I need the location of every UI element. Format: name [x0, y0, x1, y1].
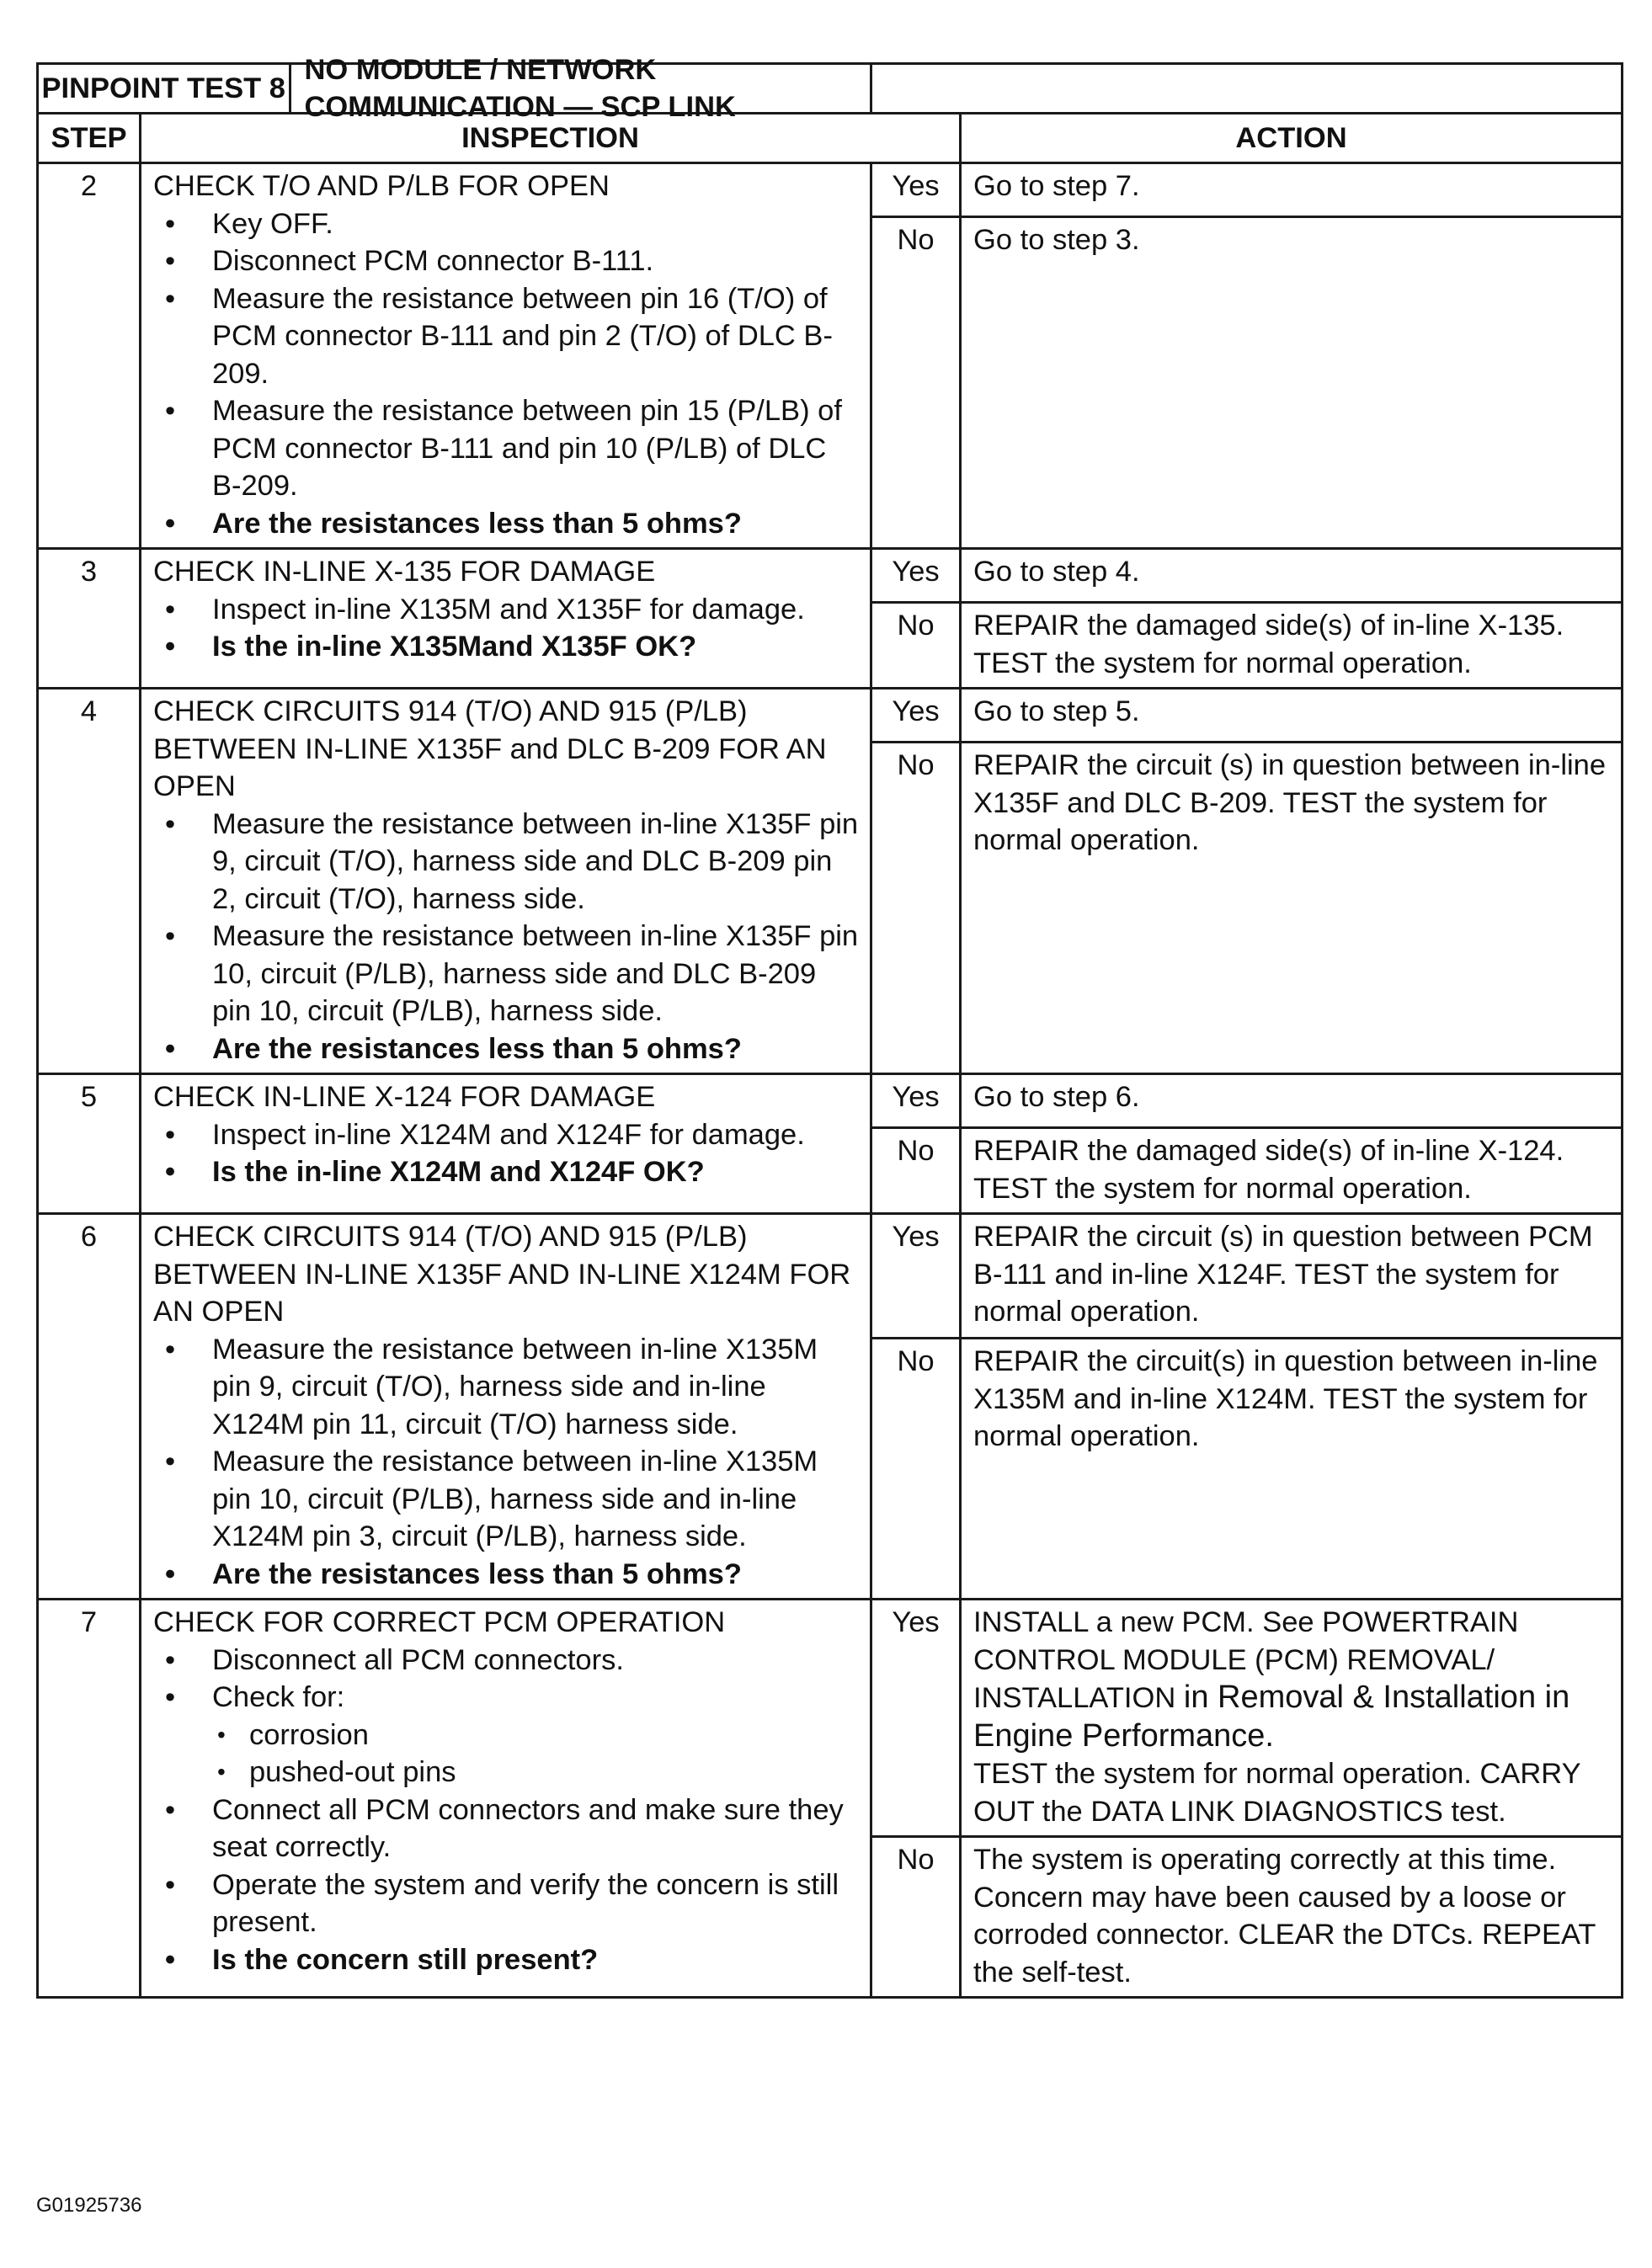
yes-action-part: INSTALL a new PCM. See POWERTRAIN CONTROL MODULE (PCM) REMOVAL/ INSTALLATION [973, 1606, 1519, 1714]
inspection-cell [141, 1600, 871, 1998]
step-title: CHECK T/O AND P/LB FOR OPEN [153, 170, 610, 202]
yes-label: Yes [871, 163, 961, 217]
col-step-header: STEP [38, 114, 141, 163]
no-label: No [871, 743, 961, 1074]
no-action: REPAIR the circuit(s) in question between in-line X135M and in-line X124M. TEST the system for normal operation. [961, 1339, 1623, 1600]
bullet: • Disconnect all PCM connectors. [153, 1642, 861, 1680]
col-inspection-header: INSPECTION [141, 114, 961, 163]
step-title: CHECK IN-LINE X-124 FOR DAMAGE [153, 1081, 656, 1113]
bullet: • Measure the resistance between in-line X135F pin 10, circuit (P/LB), harness side and DLC B-209 pin 10, circuit (P/LB), harness side. [153, 918, 861, 1030]
step-question: • Is the in-line X135Mand X135F OK? [153, 628, 861, 666]
bullet: • Measure the resistance between in-line X135M pin 10, circuit (P/LB), harness side and in-line X124M pin 3, circuit (P/LB), harness side. [153, 1443, 861, 1556]
yes-label: Yes [871, 1074, 961, 1128]
inspection-cell [141, 549, 871, 689]
bullet: • Inspect in-line X135M and X135F for damage. [153, 591, 861, 629]
no-action: REPAIR the damaged side(s) of in-line X-124. TEST the system for normal operation. [961, 1128, 1623, 1214]
test-title: NO MODULE / NETWORK COMMUNICATION — SCP LINK [304, 53, 736, 123]
bullet: • Measure the resistance between in-line X135F pin 9, circuit (T/O), harness side and DLC B-209 pin 2, circuit (T/O), harness side. [153, 806, 861, 918]
pinpoint-test-table [36, 53, 1623, 1999]
figure-id: G01925736 [36, 2194, 142, 2217]
step-question: • Are the resistances less than 5 ohms? [153, 1030, 861, 1068]
step-row-5 [38, 1074, 1623, 1128]
sub-bullet: • corrosion [212, 1717, 861, 1754]
bullet: • Disconnect PCM connector B-111. [153, 242, 861, 280]
yes-label: Yes [871, 1600, 961, 1837]
no-action: REPAIR the circuit (s) in question between in-line X135F and DLC B-209. TEST the system for normal operation. [961, 743, 1623, 1074]
step-question: • Are the resistances less than 5 ohms? [153, 1556, 861, 1594]
test-label: PINPOINT TEST 8 [39, 65, 291, 112]
yes-label: Yes [871, 1214, 961, 1339]
title-row [38, 64, 1623, 114]
yes-action: Go to step 4. [961, 549, 1623, 603]
no-label: No [871, 1128, 961, 1214]
step-title: CHECK IN-LINE X-135 FOR DAMAGE [153, 556, 656, 588]
sub-bullet-list [212, 1717, 861, 1792]
bullet-text: Check for: [212, 1681, 345, 1713]
step-question: • Are the resistances less than 5 ohms? [153, 505, 861, 543]
bullet: • Inspect in-line X124M and X124F for damage. [153, 1116, 861, 1154]
bullet: • Key OFF. [153, 205, 861, 243]
step-number: 6 [38, 1214, 141, 1600]
no-action: The system is operating correctly at this time. Concern may have been caused by a loose or corroded connector. CLEAR the DTCs. REPEAT the self-test. [961, 1837, 1623, 1998]
step-row-4 [38, 689, 1623, 743]
no-label: No [871, 217, 961, 549]
bullet: • Operate the system and verify the concern is still present. [153, 1866, 861, 1941]
inspection-cell [141, 1214, 871, 1600]
sub-bullet: • pushed-out pins [212, 1754, 861, 1792]
step-row-3 [38, 549, 1623, 603]
bullet [153, 1679, 861, 1792]
step-title: CHECK FOR CORRECT PCM OPERATION [153, 1606, 726, 1638]
no-label: No [871, 1339, 961, 1600]
no-action: Go to step 3. [961, 217, 1623, 549]
yes-action [961, 1600, 1623, 1837]
step-number: 5 [38, 1074, 141, 1214]
col-action-header: ACTION [961, 114, 1623, 163]
step-number: 3 [38, 549, 141, 689]
no-action: REPAIR the damaged side(s) of in-line X-135. TEST the system for normal operation. [961, 603, 1623, 689]
yes-action-reference: in Removal & Installation in Engine Performance. [973, 1680, 1570, 1754]
no-label: No [871, 603, 961, 689]
step-title: CHECK CIRCUITS 914 (T/O) AND 915 (P/LB) BETWEEN IN-LINE X135F and DLC B-209 FOR AN OPEN [153, 695, 827, 802]
step-number: 4 [38, 689, 141, 1074]
inspection-cell [141, 163, 871, 549]
step-row-2 [38, 163, 1623, 217]
yes-action-part: TEST the system for normal operation. CARRY OUT the DATA LINK DIAGNOSTICS test. [973, 1758, 1580, 1828]
bullet: • Measure the resistance between pin 16 (T/O) of PCM connector B-111 and pin 2 (T/O) of DLC B-209. [153, 280, 861, 393]
inspection-cell [141, 689, 871, 1074]
no-label: No [871, 1837, 961, 1998]
bullet: • Connect all PCM connectors and make sure they seat correctly. [153, 1792, 861, 1866]
yes-action: Go to step 7. [961, 163, 1623, 217]
step-question: • Is the in-line X124M and X124F OK? [153, 1153, 861, 1191]
step-number: 7 [38, 1600, 141, 1998]
yes-label: Yes [871, 689, 961, 743]
step-question: • Is the concern still present? [153, 1941, 861, 1979]
pinpoint-test-document [36, 53, 1621, 1999]
yes-label: Yes [871, 549, 961, 603]
yes-action: REPAIR the circuit (s) in question between PCM B-111 and in-line X124F. TEST the system for normal operation. [961, 1214, 1623, 1339]
step-number: 2 [38, 163, 141, 549]
inspection-cell [141, 1074, 871, 1214]
bullet: • Measure the resistance between in-line X135M pin 9, circuit (T/O), harness side and in-line X124M pin 11, circuit (T/O) harness side. [153, 1331, 861, 1444]
step-title: CHECK CIRCUITS 914 (T/O) AND 915 (P/LB) BETWEEN IN-LINE X135F AND IN-LINE X124M FOR AN OPEN [153, 1221, 851, 1328]
bullet: • Measure the resistance between pin 15 (P/LB) of PCM connector B-111 and pin 10 (P/LB) of DLC B-209. [153, 392, 861, 505]
yes-action: Go to step 5. [961, 689, 1623, 743]
step-row-7 [38, 1600, 1623, 1837]
yes-action: Go to step 6. [961, 1074, 1623, 1128]
step-row-6 [38, 1214, 1623, 1339]
